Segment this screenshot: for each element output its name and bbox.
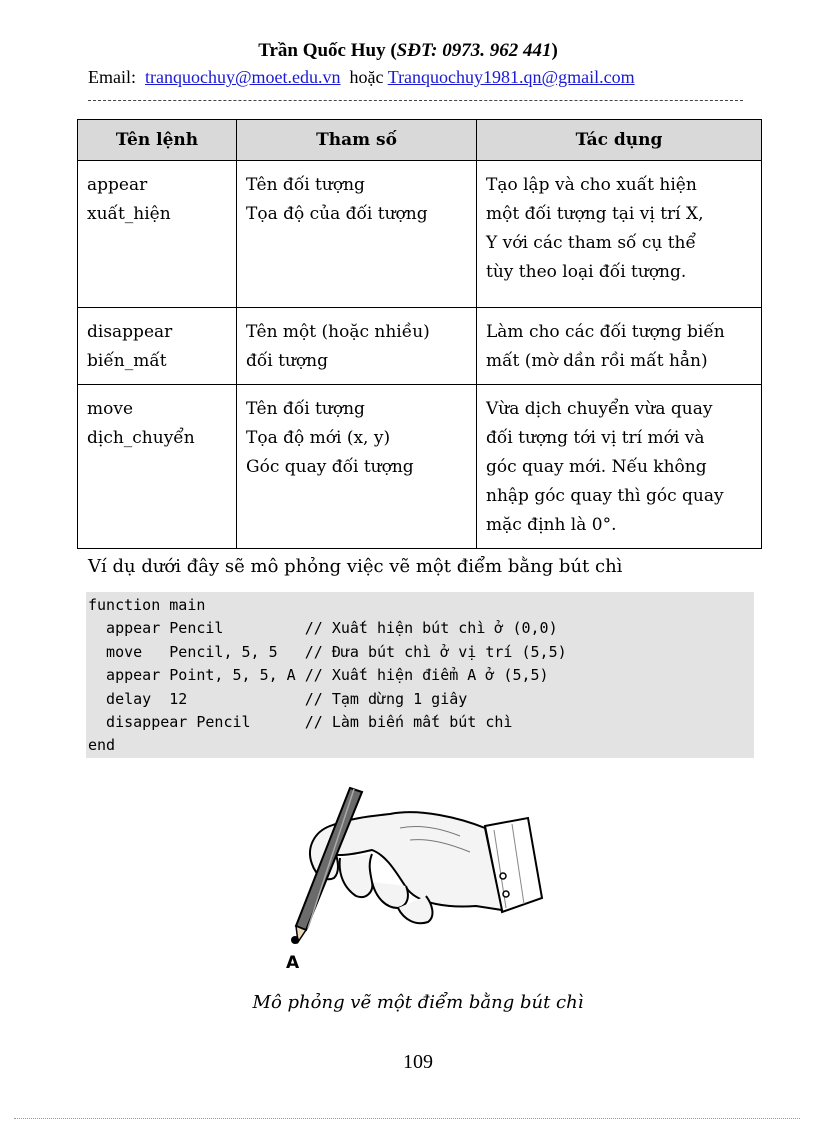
effect-line: mất (mờ dần rồi mất hẳn) xyxy=(486,351,708,371)
command-vi: dịch_chuyển xyxy=(87,428,195,448)
param-line: Tên đối tượng xyxy=(246,175,365,195)
effect-line: Y với các tham số cụ thể xyxy=(486,233,696,253)
param-line: Góc quay đối tượng xyxy=(246,457,414,477)
command-en: move xyxy=(87,399,134,419)
command-table xyxy=(77,119,762,549)
effect-cell xyxy=(477,161,762,308)
footer-divider xyxy=(14,1118,800,1119)
hand-pencil-figure xyxy=(280,778,550,978)
code-line: end xyxy=(88,736,116,755)
point-a-marker xyxy=(291,936,299,944)
email-or: hoặc xyxy=(349,67,384,87)
command-cell xyxy=(78,385,237,549)
col-header-params: Tham số xyxy=(237,120,477,161)
page-number: 109 xyxy=(403,1051,433,1073)
code-line: move Pencil, 5, 5 // Đưa bút chì ở vị trí (5,5) xyxy=(88,642,567,661)
table-row xyxy=(78,308,762,385)
param-line: Tọa độ của đối tượng xyxy=(246,204,428,224)
params-cell xyxy=(237,308,477,385)
effect-line: góc quay mới. Nếu không xyxy=(486,457,707,477)
header-close-paren: ) xyxy=(551,40,558,61)
params-cell xyxy=(237,385,477,549)
col-header-command: Tên lệnh xyxy=(78,120,237,161)
effect-line: Làm cho các đối tượng biến xyxy=(486,322,725,342)
intro-text: Ví dụ dưới đây sẽ mô phỏng việc vẽ một điểm bằng bút chì xyxy=(88,556,623,577)
param-line: Tên một (hoặc nhiều) xyxy=(246,322,430,342)
author-name: Trần Quốc Huy ( xyxy=(258,40,397,61)
code-block xyxy=(86,592,754,758)
table-header-row xyxy=(78,120,762,161)
param-line: Tên đối tượng xyxy=(246,399,365,419)
col-header-effect: Tác dụng xyxy=(477,120,762,161)
email-line xyxy=(88,67,635,88)
code-line: function main xyxy=(88,596,206,614)
email-label: Email: xyxy=(88,67,136,87)
command-en: appear xyxy=(87,175,148,195)
param-line: Tọa độ mới (x, y) xyxy=(246,428,391,448)
effect-line: nhập góc quay thì góc quay xyxy=(486,486,724,506)
page-header xyxy=(0,40,816,62)
email-link-1[interactable]: tranquochuy@moet.edu.vn xyxy=(145,67,341,87)
table-row xyxy=(78,161,762,308)
effect-line: đối tượng tới vị trí mới và xyxy=(486,428,705,448)
effect-line: mặc định là 0°. xyxy=(486,515,617,535)
command-vi: xuất_hiện xyxy=(87,204,171,224)
header-divider xyxy=(88,100,743,101)
code-line: appear Pencil // Xuất hiện bút chì ở (0,0) xyxy=(88,619,558,638)
effect-line: tùy theo loại đối tượng. xyxy=(486,262,687,282)
code-line: appear Point, 5, 5, A // Xuất hiện điểm A ở (5,5) xyxy=(88,666,549,685)
command-cell xyxy=(78,308,237,385)
effect-line: Tạo lập và cho xuất hiện xyxy=(486,175,697,195)
code-line: delay 12 // Tạm dừng 1 giây xyxy=(88,689,468,708)
effect-line: một đối tượng tại vị trí X, xyxy=(486,204,704,224)
figure-caption: Mô phỏng vẽ một điểm bằng bút chì xyxy=(252,992,584,1013)
author-phone: SĐT: 0973. 962 441 xyxy=(396,40,552,61)
command-cell xyxy=(78,161,237,308)
code-line: disappear Pencil // Làm biến mất bút chì xyxy=(88,713,513,732)
command-vi: biến_mất xyxy=(87,351,167,371)
param-line: đối tượng xyxy=(246,351,328,371)
command-en: disappear xyxy=(87,322,173,342)
point-a-label: A xyxy=(286,953,300,973)
effect-cell xyxy=(477,308,762,385)
params-cell xyxy=(237,161,477,308)
effect-line: Vừa dịch chuyển vừa quay xyxy=(486,399,713,419)
table-row xyxy=(78,385,762,549)
effect-cell xyxy=(477,385,762,549)
email-link-2[interactable]: Tranquochuy1981.qn@gmail.com xyxy=(387,67,635,87)
hand-pencil-illustration xyxy=(280,778,550,978)
